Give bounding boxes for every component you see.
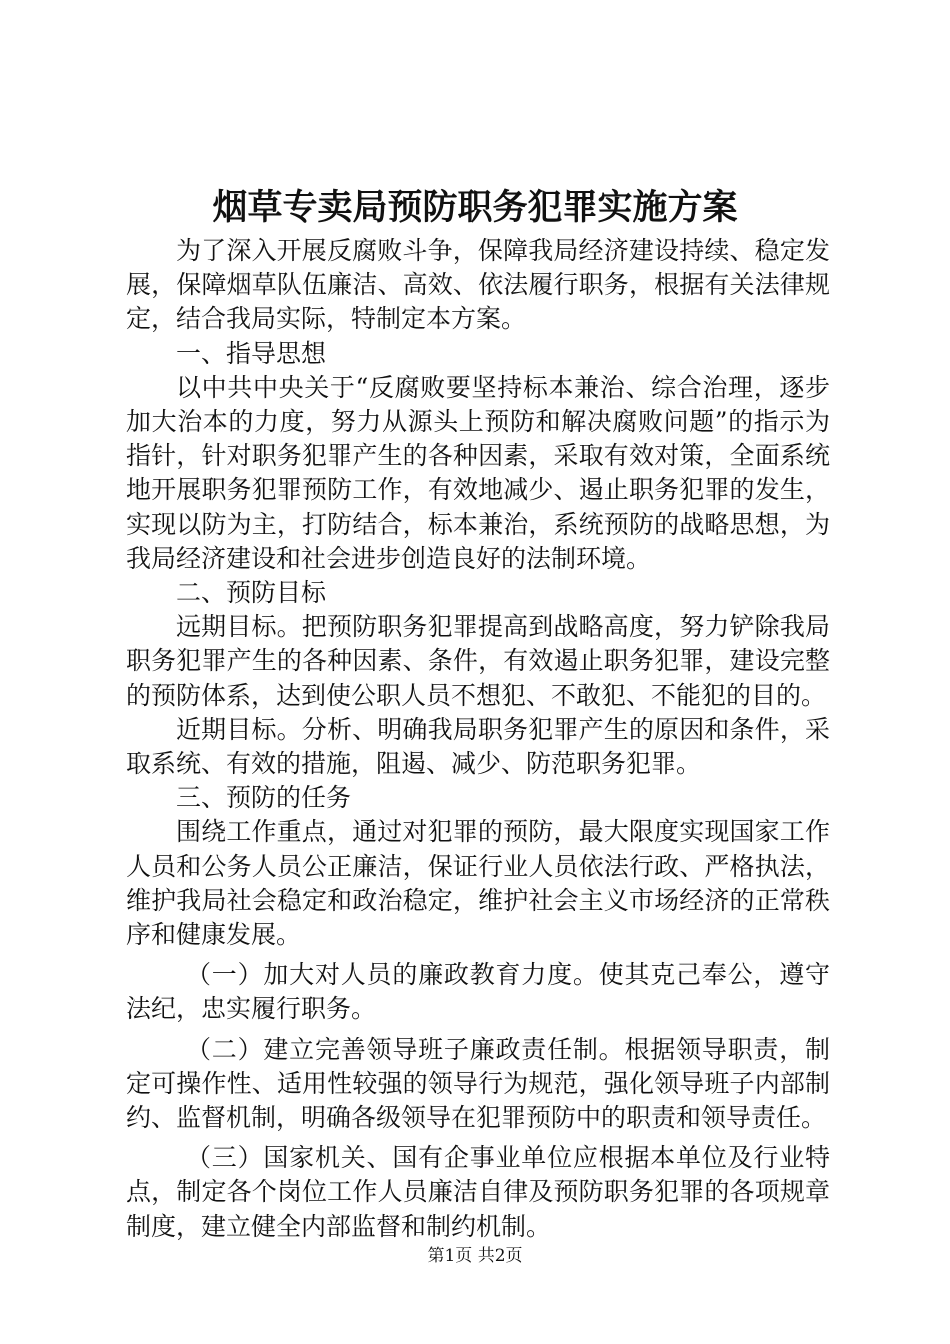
document-title: 烟草专卖局预防职务犯罪实施方案 (212, 187, 738, 228)
document-body (126, 234, 830, 1244)
prevention-tasks-paragraph: 围绕工作重点，通过对犯罪的预防，最大限度实现国家工作人员和公务人员公正廉洁，保证行业人员依法行政、严格执法，维护我局社会稳定和政治稳定，维护社会主义市场经济的正常秩序和健康发展。 (126, 817, 830, 950)
task-item-1: （一）加大对人员的廉政教育力度。使其克己奉公，遵守法纪，忠实履行职务。 (126, 960, 830, 1024)
short-term-goal-paragraph: 近期目标。分析、明确我局职务犯罪产生的原因和条件，采取系统、有效的措施，阻遏、减少、防范职务犯罪。 (126, 714, 830, 779)
guiding-ideology-paragraph: 以中共中央关于“反腐败要坚持标本兼治、综合治理，逐步加大治本的力度，努力从源头上预防和解决腐败问题”的指示为指针，针对职务犯罪产生的各种因素，采取有效对策，全面系统地开展职务犯罪预防工作，有效地减少、遏止职务犯罪的发生，实现以防为主，打防结合，标本兼治，系统预防的战略思想，为我局经济建设和社会进步创造良好的法制环境。 (126, 372, 830, 573)
task-item-2: （二）建立完善领导班子廉政责任制。根据领导职责，制定可操作性、适用性较强的领导行为规范，强化领导班子内部制约、监督机制，明确各级领导在犯罪预防中的职责和领导责任。 (126, 1034, 830, 1133)
section-heading-prevention-tasks: 三、预防的任务 (176, 783, 352, 813)
page-number-footer: 第1页 共2页 (427, 1246, 523, 1266)
section-heading-prevention-goals: 二、预防目标 (176, 578, 327, 608)
long-term-goal-paragraph: 远期目标。把预防职务犯罪提高到战略高度，努力铲除我局职务犯罪产生的各种因素、条件，有效遏止职务犯罪，建设完整的预防体系，达到使公职人员不想犯、不敢犯、不能犯的目的。 (126, 612, 830, 710)
intro-paragraph: 为了深入开展反腐败斗争，保障我局经济建设持续、稳定发展，保障烟草队伍廉洁、高效、依法履行职务，根据有关法律规定，结合我局实际，特制定本方案。 (126, 236, 830, 334)
section-heading-guiding-ideology: 一、指导思想 (176, 338, 327, 368)
task-item-3: （三）国家机关、国有企事业单位应根据本单位及行业特点，制定各个岗位工作人员廉洁自律及预防职务犯罪的各项规章制度，建立健全内部监督和制约机制。 (126, 1143, 830, 1241)
